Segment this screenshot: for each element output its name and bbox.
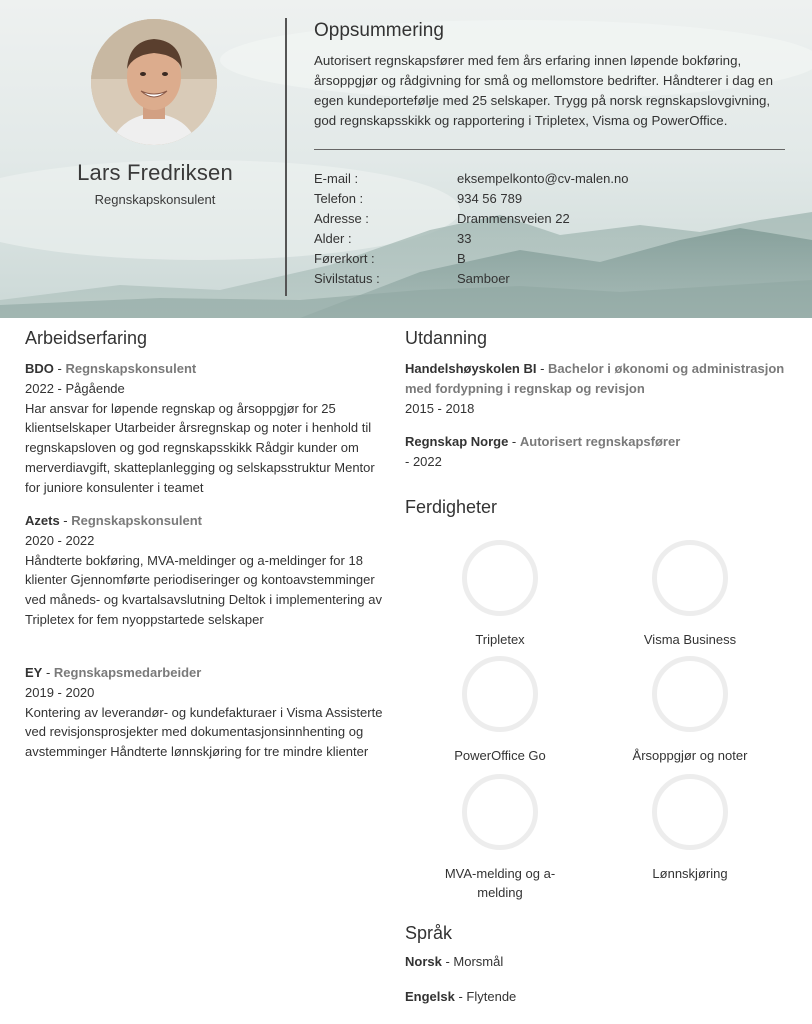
contact-license-value: B xyxy=(457,251,466,266)
contact-label: Telefon : xyxy=(314,191,364,206)
education-degree: Autorisert regnskapsfører xyxy=(519,434,681,449)
education-period: - 2022 xyxy=(405,454,442,469)
job-separator: - xyxy=(42,665,54,680)
job-role: Regnskapskonsulent xyxy=(65,361,197,376)
contact-civil-status-value: Samboer xyxy=(457,271,510,286)
language-separator: - xyxy=(454,989,467,1004)
profile-title: Regnskapskonsulent xyxy=(94,192,216,207)
contact-row-age xyxy=(314,229,754,249)
language-name: Norsk xyxy=(405,954,442,969)
skill-name: PowerOffice Go xyxy=(454,748,546,763)
job-period: 2022 - Pågående xyxy=(25,380,125,396)
contact-email-value[interactable]: eksempelkonto@cv-malen.no xyxy=(457,171,629,186)
contact-address-value: Drammensveien 22 xyxy=(457,211,570,226)
languages-heading: Språk xyxy=(405,923,453,943)
contact-label: Sivilstatus : xyxy=(314,271,380,286)
job-role: Regnskapsmedarbeider xyxy=(53,665,202,680)
skill-name: Tripletex xyxy=(475,632,525,647)
skill-ring xyxy=(652,774,728,850)
skill-item xyxy=(615,540,765,649)
job-description: Håndterte bokføring, MVA-meldinger og a-meldinger for 18 klienter Gjennomførte periodiseringer og kontoavstemminger ved måneds- og kvartalsavslutning Deltok i implementering av Tripletex for fem nyoppstartede selskaper xyxy=(25,552,382,627)
education-entry xyxy=(405,432,785,472)
education-school: Regnskap Norge xyxy=(405,434,509,449)
contact-row-email xyxy=(314,169,754,189)
skill-item xyxy=(425,656,575,765)
language-level: Flytende xyxy=(466,989,517,1004)
education-heading: Utdanning xyxy=(405,328,488,348)
education-period: 2015 - 2018 xyxy=(405,401,475,416)
contact-label: Alder : xyxy=(314,231,352,246)
language-item xyxy=(405,989,516,1004)
education-school: Handelshøyskolen BI xyxy=(405,361,537,376)
skill-name: Lønnskjøring xyxy=(652,866,728,881)
skill-name: MVA-melding og a-melding xyxy=(444,866,556,900)
job-description: Kontering av leverandør- og kundefakturaer i Visma Assisterte ved revisjonsprosjekter med dokumentasjonsinnhenting og avstemminger Håndterte lønnskjøring for tre mindre klienter xyxy=(25,704,383,760)
contact-list xyxy=(314,169,754,289)
language-name: Engelsk xyxy=(405,989,455,1004)
skill-item xyxy=(615,774,765,883)
job-separator: - xyxy=(53,361,66,376)
job-description: Har ansvar for løpende regnskap og årsoppgjør for 25 klientselskaper Utarbeider årsregnskap og noter i henhold til regnskapsloven og god regnskapsskikk Rådgir kunder om merverdiavgift, skatteplanlegging og selskapsstruktur Mentor for juniore konsulenter i teamet xyxy=(25,400,375,495)
summary-heading: Oppsummering xyxy=(314,20,444,41)
skill-ring xyxy=(462,540,538,616)
contact-phone-value: 934 56 789 xyxy=(457,191,523,206)
skill-name: Visma Business xyxy=(643,632,737,647)
contact-row-address xyxy=(314,209,754,229)
job-entry xyxy=(25,663,385,762)
contact-label: Adresse : xyxy=(314,211,369,226)
contact-label: E-mail : xyxy=(314,171,359,186)
education-separator: - xyxy=(508,434,520,449)
skill-ring xyxy=(462,774,538,850)
education-separator: - xyxy=(536,361,549,376)
job-period: 2019 - 2020 xyxy=(25,684,95,700)
header-divider xyxy=(285,18,287,296)
job-entry xyxy=(25,359,385,498)
header-banner xyxy=(0,0,812,318)
language-separator: - xyxy=(441,954,454,969)
job-period: 2020 - 2022 xyxy=(25,532,95,548)
skill-name: Årsoppgjør og noter xyxy=(632,748,748,763)
language-item xyxy=(405,954,503,969)
contact-row-license xyxy=(314,249,754,269)
skill-item xyxy=(615,656,765,765)
skill-ring xyxy=(652,540,728,616)
summary-divider xyxy=(314,149,785,150)
skills-heading: Ferdigheter xyxy=(405,497,498,517)
contact-row-civil-status xyxy=(314,269,754,289)
experience-heading: Arbeidserfaring xyxy=(25,328,148,348)
education-degree: Bachelor i økonomi og administrasjon med fordypning i regnskap og revisjon xyxy=(405,361,785,396)
profile-photo xyxy=(91,19,217,145)
skill-item xyxy=(425,540,575,649)
skill-ring xyxy=(462,656,538,732)
contact-row-phone xyxy=(314,189,754,209)
education-entry xyxy=(405,359,785,419)
job-role: Regnskapskonsulent xyxy=(71,513,203,528)
contact-age-value: 33 xyxy=(457,231,472,246)
job-company: Azets xyxy=(25,513,60,528)
profile-name: Lars Fredriksen xyxy=(77,160,233,185)
language-level: Morsmål xyxy=(453,954,504,969)
skill-ring xyxy=(652,656,728,732)
job-company: EY xyxy=(25,665,43,680)
job-company: BDO xyxy=(25,361,54,376)
job-entry xyxy=(25,511,385,630)
job-separator: - xyxy=(59,513,72,528)
summary-text: Autorisert regnskapsfører med fem års erfaring innen løpende bokføring, årsoppgjør og rådgivning for små og mellomstore bedrifter. Håndterer i dag en egen kundeportefølje med 25 selskaper. Trygg på norsk regnskapslovgivning, god regnskapsskikk og rapportering i Tripletex, Visma og PowerOffice. xyxy=(314,53,773,128)
contact-label: Førerkort : xyxy=(314,251,375,266)
skill-item xyxy=(425,774,575,902)
